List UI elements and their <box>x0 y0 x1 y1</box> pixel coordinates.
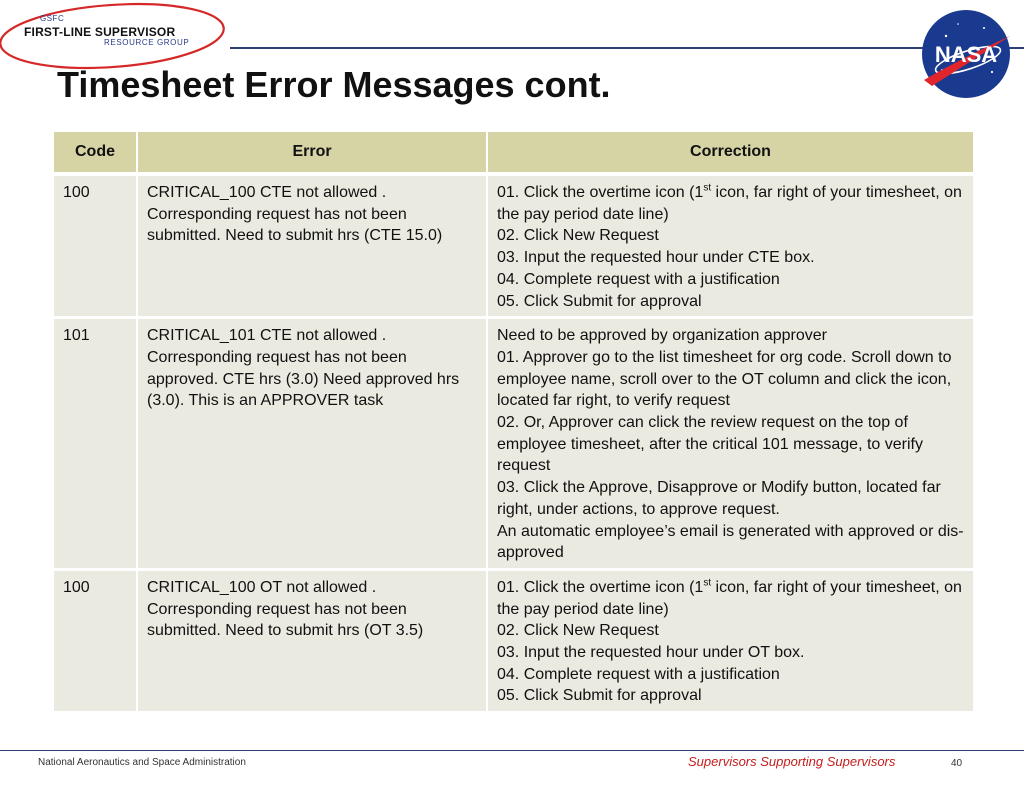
correction-line: 02. Or, Approver can click the review request on the top of employee timesheet, after the critical 101 message, to verify request <box>497 414 923 475</box>
correction-line: 04. Complete request with a justification <box>497 665 780 683</box>
table-row <box>53 174 974 318</box>
code-cell: 101 <box>53 318 137 570</box>
ordinal-suffix: st <box>703 182 712 194</box>
table-row <box>53 318 974 570</box>
page-number: 40 <box>951 758 963 769</box>
correction-line: An automatic employee’s email is generated with approved or dis-approved <box>497 522 964 562</box>
header-divider <box>230 47 1024 49</box>
error-cell: CRITICAL_100 OT not allowed . Corresponding request has not been submitted. Need to submit hrs (OT 3.5) <box>137 569 487 712</box>
nasa-meatball-icon <box>918 6 1014 102</box>
logo-first-line-text: FIRST-LINE SUPERVISOR <box>24 25 176 39</box>
correction-text: 01. Click the overtime icon (1 <box>497 184 704 201</box>
logo-gsfc-text: GSFC <box>40 14 65 23</box>
correction-line: 01. Approver go to the list timesheet for org code. Scroll down to employee name, scroll over to the OT column and click the icon, located far right, to verify request <box>497 348 952 410</box>
code-cell: 100 <box>53 174 137 318</box>
correction-line: 05. Click Submit for approval <box>497 292 702 310</box>
correction-line <box>497 182 965 225</box>
error-cell: CRITICAL_101 CTE not allowed . Corresponding request has not been approved. CTE hrs (3.0) Need approved hrs (3.0). This is an APPROVER task <box>137 318 487 570</box>
correction-line: 05. Click Submit for approval <box>497 687 702 705</box>
footer-divider <box>0 750 1024 751</box>
footer-tagline: Supervisors Supporting Supervisors <box>688 754 896 769</box>
svg-text:NASA: NASA <box>934 42 998 67</box>
correction-cell <box>487 174 974 318</box>
correction-line <box>497 577 965 620</box>
correction-cell <box>487 569 974 712</box>
error-messages-table <box>52 130 975 713</box>
page-title: Timesheet Error Messages cont. <box>57 64 611 105</box>
correction-line: 03. Input the requested hour under OT box. <box>497 644 805 662</box>
logo-resource-group-text: RESOURCE GROUP <box>104 38 190 47</box>
error-cell: CRITICAL_100 CTE not allowed . Corresponding request has not been submitted. Need to submit hrs (CTE 15.0) <box>137 174 487 318</box>
correction-line: 04. Complete request with a justification <box>497 270 780 288</box>
table-row <box>53 569 974 712</box>
correction-line: 02. Click New Request <box>497 227 659 245</box>
column-header-correction: Correction <box>487 131 974 174</box>
correction-line: Need to be approved by organization approver <box>497 327 827 345</box>
correction-line: 03. Click the Approve, Disapprove or Modify button, located far right, under actions, to approve request. <box>497 479 941 518</box>
correction-text: icon, far right of your timesheet, on the pay period date line) <box>497 184 962 223</box>
correction-line: 02. Click New Request <box>497 622 659 640</box>
table-header-row <box>53 131 974 174</box>
footer-agency-name: National Aeronautics and Space Administration <box>38 757 246 768</box>
correction-cell <box>487 318 974 570</box>
correction-text: icon, far right of your timesheet, on the pay period date line) <box>497 578 962 618</box>
column-header-error: Error <box>137 131 487 174</box>
ordinal-suffix: st <box>703 577 712 589</box>
column-header-code: Code <box>53 131 137 174</box>
code-cell: 100 <box>53 569 137 712</box>
correction-text: 01. Click the overtime icon (1 <box>497 578 704 596</box>
correction-line: 03. Input the requested hour under CTE box. <box>497 249 815 267</box>
